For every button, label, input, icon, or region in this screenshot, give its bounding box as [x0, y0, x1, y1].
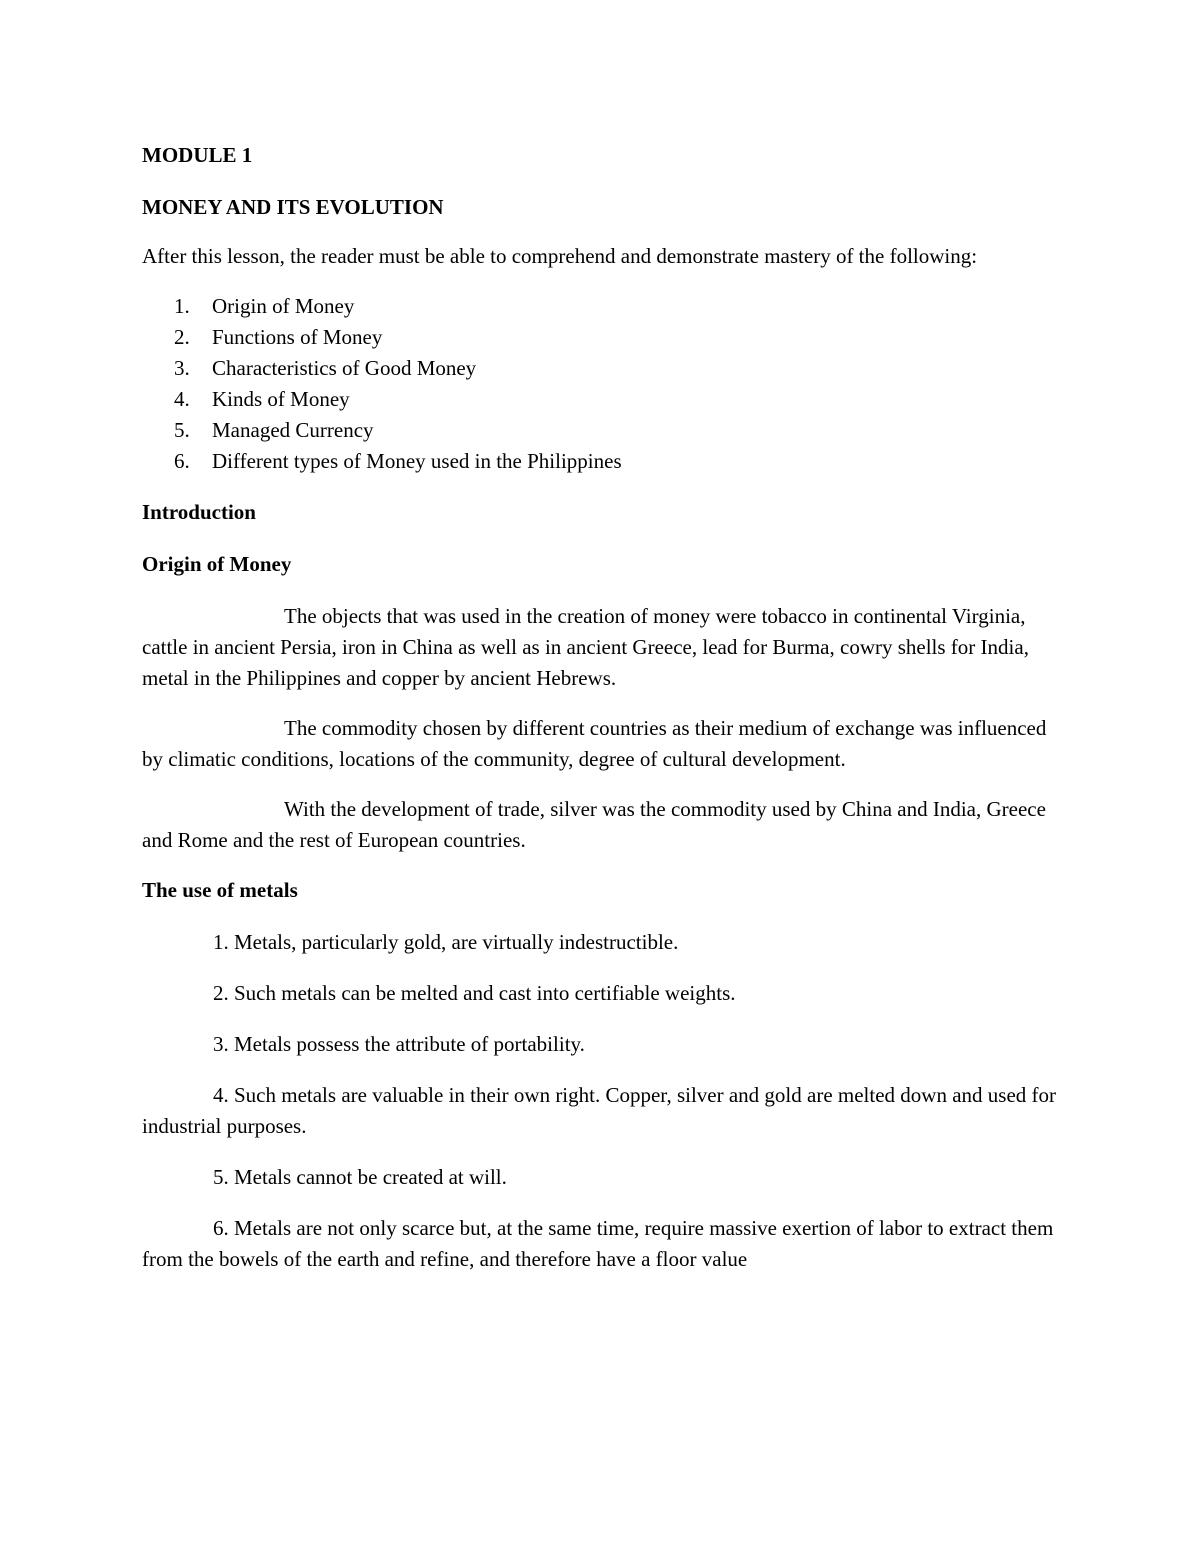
list-item — [142, 415, 1062, 446]
list-item — [142, 353, 1062, 384]
list-item — [142, 291, 1062, 322]
list-item: 3. Metals possess the attribute of portability. — [213, 1032, 585, 1056]
list-item-text: Different types of Money used in the Philippines — [212, 449, 622, 473]
list-item — [142, 446, 1062, 477]
origin-heading: Origin of Money — [142, 552, 292, 576]
intro-text: After this lesson, the reader must be able to comprehend and demonstrate mastery of the following: — [142, 244, 978, 268]
list-item: 6. Metals are not only scarce but, at the same time, require massive exertion of labor to extract them from the bowels of the earth and refine, and therefore have a floor value — [142, 1216, 1054, 1271]
list-item-text: Managed Currency — [212, 418, 374, 442]
document-body — [142, 140, 1062, 1295]
list-item-text: Characteristics of Good Money — [212, 356, 477, 380]
list-item-text: Origin of Money — [212, 294, 355, 318]
list-item — [142, 322, 1062, 353]
origin-paragraph: The commodity chosen by different countries as their medium of exchange was influenced by climatic conditions, locations of the community, degree of cultural development. — [142, 716, 1047, 771]
list-item — [142, 384, 1062, 415]
origin-paragraph: With the development of trade, silver was the commodity used by China and India, Greece and Rome and the rest of European countries. — [142, 797, 1046, 852]
list-item-text: Kinds of Money — [212, 387, 350, 411]
list-item-number: 2. — [174, 325, 190, 349]
list-item: 2. Such metals can be melted and cast into certifiable weights. — [213, 981, 736, 1005]
list-item-number: 1. — [174, 294, 190, 318]
list-item-number: 4. — [174, 387, 190, 411]
metals-list — [142, 927, 1062, 1275]
introduction-heading: Introduction — [142, 500, 256, 524]
list-item-number: 6. — [174, 449, 190, 473]
origin-paragraph: The objects that was used in the creation of money were tobacco in continental Virginia, cattle in ancient Persia, iron in China as well as in ancient Greece, lead for Burma, cowry shells for India, metal in the Philippines and copper by ancient Hebrews. — [142, 604, 1029, 690]
list-item-text: Functions of Money — [212, 325, 383, 349]
list-item: 5. Metals cannot be created at will. — [213, 1165, 507, 1189]
objectives-list — [142, 291, 1062, 477]
list-item: 4. Such metals are valuable in their own right. Copper, silver and gold are melted down and used for industrial purposes. — [142, 1083, 1057, 1138]
metals-heading: The use of metals — [142, 878, 298, 902]
list-item: 1. Metals, particularly gold, are virtually indestructible. — [213, 930, 679, 954]
list-item-number: 3. — [174, 356, 190, 380]
module-label: MODULE 1 — [142, 143, 253, 167]
list-item-number: 5. — [174, 418, 190, 442]
document-title: MONEY AND ITS EVOLUTION — [142, 195, 444, 219]
